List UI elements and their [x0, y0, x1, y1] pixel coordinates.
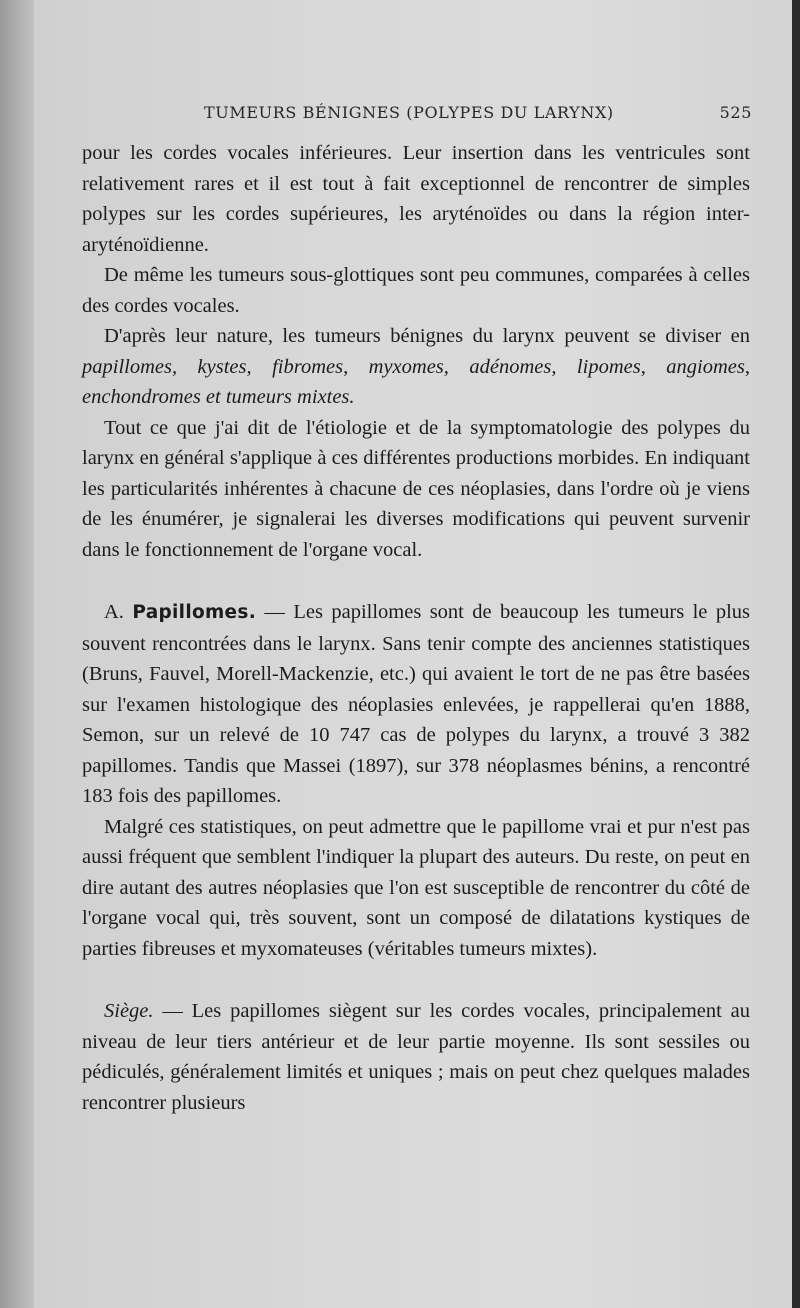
- paragraph-classification: [82, 321, 750, 413]
- paragraph-statistics: Malgré ces statistiques, on peut admettre que le papillome vrai et pur n'est pas aussi fréquent que semblent l'indiquer la plupart des auteurs. Du reste, on peut en dire autant des autres néoplasies que l'on est susceptible de rencontrer du côté de l'organe vocal qui, très souvent, sont un composé de dilatations kystiques de parties fibreuses et myxomateuses (véritables tumeurs mixtes).: [82, 815, 750, 960]
- paragraph-continuation: pour les cordes vocales inférieures. Leur insertion dans les ventricules sont relativement rares et il est tout à fait exceptionnel de rencontrer de simples polypes sur les cordes supérieures, les aryténoïdes ou dans la région inter-aryténoïdienne.: [82, 142, 750, 256]
- section-gap: [82, 565, 750, 597]
- classification-intro: D'après leur nature, les tumeurs bénignes du larynx peuvent se diviser en: [104, 325, 750, 347]
- section-papillomes: [82, 597, 750, 812]
- running-head: [82, 100, 752, 128]
- section-gap: [82, 964, 750, 996]
- running-title: TUMEURS BÉNIGNES (POLYPES DU LARYNX): [204, 103, 614, 122]
- page-number: 525: [719, 103, 752, 122]
- section-heading-papillomes: Papillomes.: [132, 602, 257, 623]
- siege-heading: Siège.: [104, 1000, 154, 1022]
- section-letter: A.: [104, 601, 133, 623]
- paragraph-subglottic: De même les tumeurs sous-glottiques sont peu communes, comparées à celles des cordes vocales.: [82, 264, 750, 317]
- tumor-types-list: papillomes, kystes, fibromes, myxomes, adénomes, lipomes, angiomes, enchondromes et tumeurs mixtes.: [82, 355, 750, 408]
- body-text: [82, 138, 750, 1118]
- siege-text: — Les papillomes siègent sur les cordes vocales, principalement au niveau de leur tiers antérieur et de leur partie moyenne. Ils sont sessiles ou pédiculés, généralement limités et uniques ; mais on peut chez quelques malades rencontrer plusieurs: [82, 1000, 750, 1114]
- paragraph-etiology: Tout ce que j'ai dit de l'étiologie et de la symptomatologie des polypes du larynx en général s'applique à ces différentes productions morbides. En indiquant les particularités inhérentes à chacune de ces néoplasies, dans l'ordre où je viens de les énumérer, je signalerai les diverses modifications qui peuvent survenir dans le fonctionnement de l'organe vocal.: [82, 416, 750, 561]
- section-papillomes-text: — Les papillomes sont de beaucoup les tumeurs le plus souvent rencontrées dans le larynx. Sans tenir compte des anciennes statistiques (Bruns, Fauvel, Morell-Mackenzie, etc.) qui avaient le tort de ne pas être basées sur l'examen histologique des néoplasies enlevées, je rappellerai qu'en 1888, Semon, sur un relevé de 10 747 cas de polypes du larynx, a trouvé 3 382 papillomes. Tandis que Massei (1897), sur 378 néoplasmes bénins, a rencontré 183 fois des papillomes.: [82, 601, 750, 807]
- paragraph-siege: [82, 996, 750, 1118]
